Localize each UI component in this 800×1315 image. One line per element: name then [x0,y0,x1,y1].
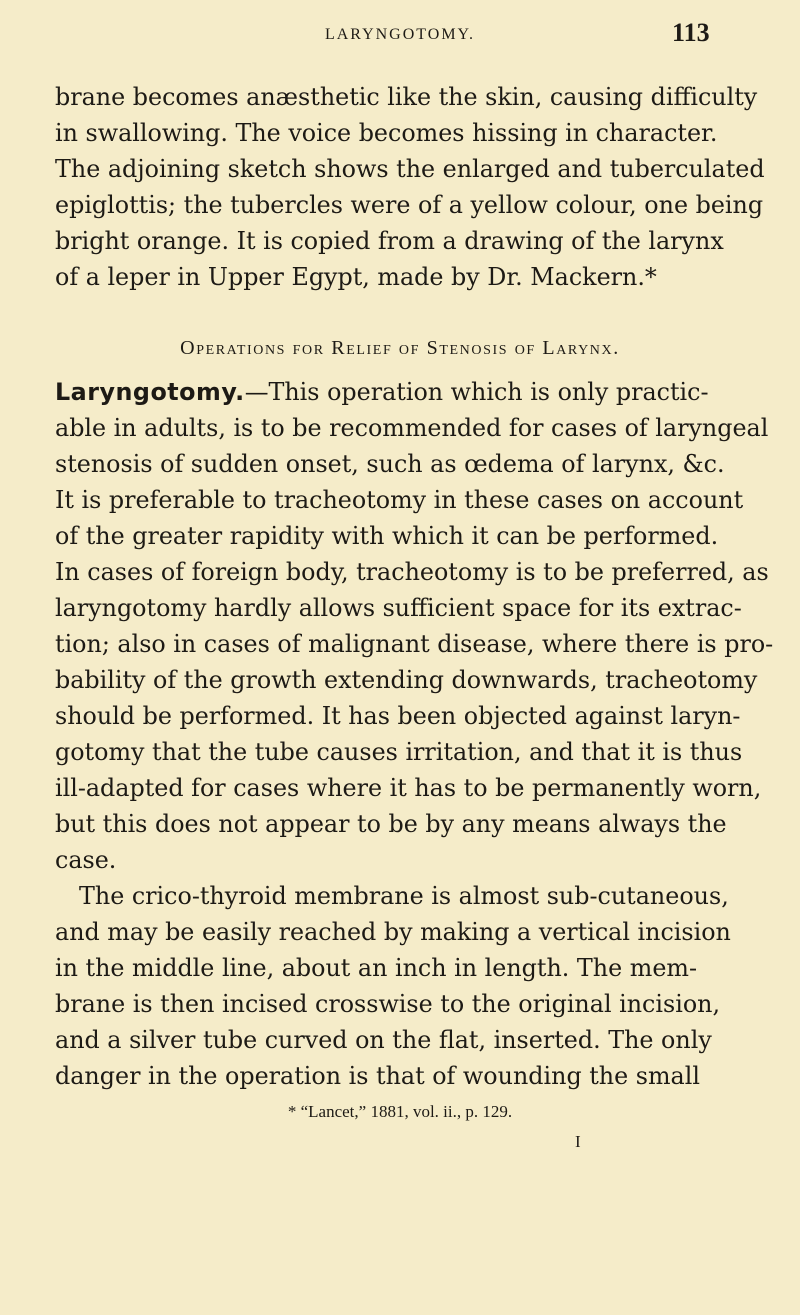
text-line: should be performed. It has been objected against laryn- [55,702,741,730]
text-line [55,374,745,410]
signature-mark: I [575,1132,581,1151]
text-line: of the greater rapidity with which it can be performed. [55,522,719,550]
text-line: bright orange. It is copied from a drawing of the larynx [55,227,724,255]
text-line: in swallowing. The voice becomes hissing in character. [55,119,718,147]
page-number: 113 [672,18,710,47]
text-line: but this does not appear to be by any means always the [55,810,727,838]
text-line: laryngotomy hardly allows sufficient space for its extrac- [55,594,742,622]
running-head: LARYNGOTOMY. [324,26,476,43]
text-line: The crico-thyroid membrane is almost sub-cutaneous, [79,882,729,910]
text-line: In cases of foreign body, tracheotomy is to be preferred, as [55,558,769,586]
text-line: tion; also in cases of malignant disease, where there is pro- [55,630,774,658]
section-heading: Operations for Relief of Stenosis of Larynx. [180,337,620,359]
text-line: It is preferable to tracheotomy in these cases on account [55,486,744,514]
text-line: stenosis of sudden onset, such as œdema of larynx, &c. [55,450,725,478]
text-line: danger in the operation is that of wounding the small [55,1062,700,1090]
text-fragment: —This operation which is only practic- [244,378,709,406]
text-line: ill-adapted for cases where it has to be permanently worn, [55,774,762,802]
text-line: case. [55,846,117,874]
text-line: The adjoining sketch shows the enlarged and tuberculated [55,155,765,183]
text-line: and may be easily reached by making a vertical incision [55,918,731,946]
text-line: gotomy that the tube causes irritation, and that it is thus [55,738,743,766]
run-in-heading: Laryngotomy. [55,378,245,406]
paragraph-continued [55,79,765,295]
text-line: brane becomes anæsthetic like the skin, causing difficulty [55,83,758,111]
text-line: of a leper in Upper Egypt, made by Dr. Mackern.* [55,263,657,291]
text-line: epiglottis; the tubercles were of a yellow colour, one being [55,191,764,219]
text-line: and a silver tube curved on the flat, inserted. The only [55,1026,712,1054]
footnote: * “Lancet,” 1881, vol. ii., p. 129. [287,1102,513,1121]
text-line: able in adults, is to be recommended for cases of laryngeal [55,414,769,442]
paragraph-laryngotomy [55,374,774,1094]
text-line: brane is then incised crosswise to the original incision, [55,990,721,1018]
text-line: bability of the growth extending downwards, tracheotomy [55,666,758,694]
text-line: in the middle line, about an inch in length. The mem- [55,954,698,982]
